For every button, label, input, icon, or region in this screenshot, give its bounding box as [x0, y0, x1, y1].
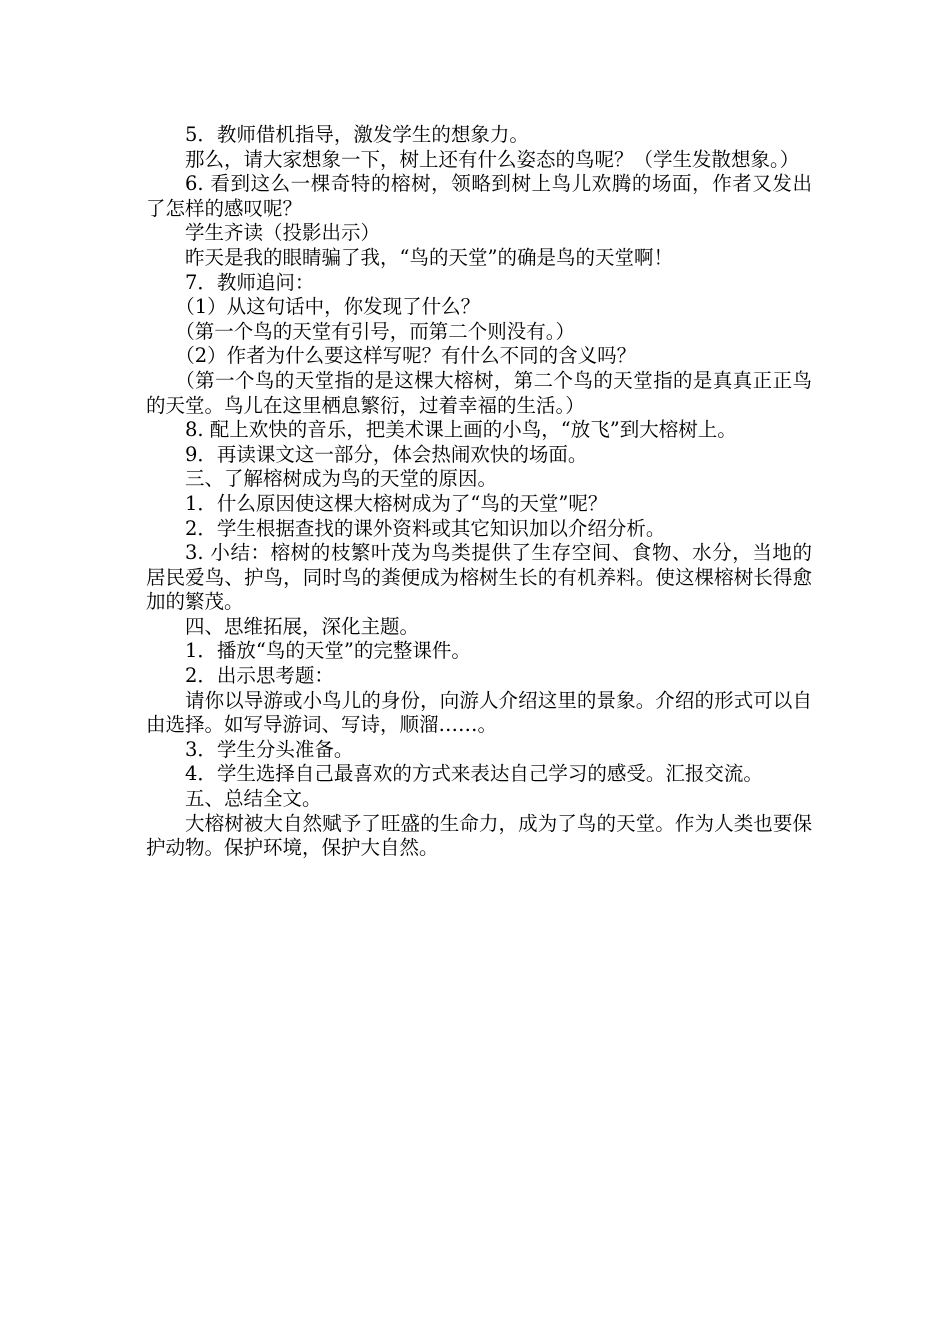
paragraph: （第一个鸟的天堂有引号，而第二个则没有。）: [175, 319, 576, 343]
section-heading: 三、了解榕树成为鸟的天堂的原因。: [185, 467, 498, 491]
paragraph: 请你以导游或小鸟儿的身份，向游人介绍这里的景象。介绍的形式可以自由选择。如写导游词、写诗，顺溜……。: [146, 688, 812, 737]
paragraph: 4．学生选择自己最喜欢的方式来表达自己学习的感受。汇报交流。: [185, 762, 763, 786]
paragraph: 3．学生分头准备。: [185, 737, 354, 761]
paragraph: （1）从这句话中，你发现了什么？: [175, 295, 481, 319]
paragraph: 6. 看到这么一棵奇特的榕树，领略到树上鸟儿欢腾的场面，作者又发出了怎样的感叹呢？: [146, 172, 812, 220]
section-heading: 五、总结全文。: [185, 787, 322, 811]
paragraph: 大榕树被大自然赋予了旺盛的生命力，成为了鸟的天堂。作为人类也要保护动物。保护环境，保护大自然。: [146, 811, 812, 860]
paragraph: 1．什么原因使这棵大榕树成为了“鸟的天堂”呢？: [185, 491, 608, 515]
paragraph: 昨天是我的眼睛骗了我，“鸟的天堂”的确是鸟的天堂啊！: [185, 245, 673, 269]
paragraph: 2．出示思考题：: [185, 664, 334, 688]
paragraph: 5．教师借机指导，激发学生的想象力。: [185, 123, 529, 146]
paragraph: 3. 小结：榕树的枝繁叶茂为鸟类提供了生存空间、食物、水分，当地的居民爱鸟、护鸟，同时鸟的粪便成为榕树生长的有机养料。使这棵榕树长得愈加的繁茂。: [146, 541, 812, 614]
paragraph: 1．播放“鸟的天堂”的完整课件。: [185, 639, 471, 663]
paragraph: 学生齐读（投影出示）: [185, 221, 381, 245]
paragraph: （第一个鸟的天堂指的是这棵大榕树，第二个鸟的天堂指的是真真正正鸟的天堂。鸟儿在这里栖息繁衍，过着幸福的生活。）: [146, 368, 812, 417]
paragraph: （2）作者为什么要这样写呢？有什么不同的含义吗？: [175, 344, 637, 368]
paragraph: 8. 配上欢快的音乐，把美术课上画的小鸟，“放飞”到大榕树上。: [185, 418, 737, 442]
paragraph: 9．再读课文这一部分，体会热闹欢快的场面。: [185, 442, 588, 466]
paragraph: 2．学生根据查找的课外资料或其它知识加以介绍分析。: [185, 516, 666, 540]
paragraph: 7．教师追问：: [185, 270, 315, 294]
paragraph: 那么，请大家想象一下，树上还有什么姿态的鸟呢？（学生发散想象。）: [185, 147, 800, 171]
section-heading: 四、思维拓展，深化主题。: [185, 614, 420, 638]
document-body: [146, 123, 812, 861]
